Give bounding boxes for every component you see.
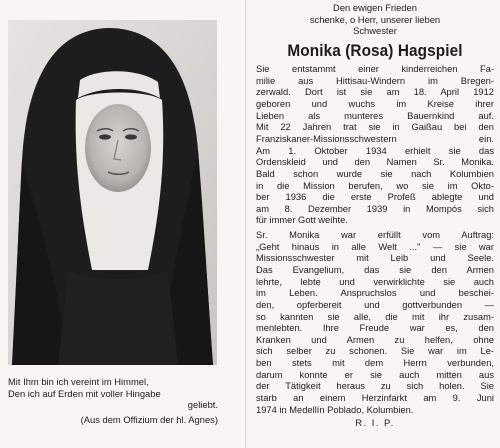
text-line: zerwald. Dort ist sie am 18. April 1912	[256, 87, 494, 98]
biography-paragraph-2	[256, 230, 494, 416]
biography-paragraph-1	[256, 64, 494, 227]
text-line: Sie entstammt einer kinderreichen Fa-	[256, 64, 494, 75]
text-line: sich selber zu schonen. Sie war im Le-	[256, 346, 494, 357]
text-line: Das Evangelium, das sie den Armen	[256, 265, 494, 275]
text-line: so kannten sie alle, die mit ihr zusam-	[256, 311, 494, 322]
text-line: in die Mission berufen, wo sie im Okto-	[256, 180, 494, 191]
text-line: Am 1. Oktober 1934 erhielt sie das	[256, 145, 494, 156]
text-line: am 8. Dezember 1939 in Mompós sich	[256, 203, 494, 214]
quote-line: geliebt.	[187, 399, 218, 411]
rip-text: R. I. P.	[355, 417, 395, 429]
intro-text	[256, 2, 494, 37]
text-line: Ordenskleid und den Namen Sr. Monika.	[256, 157, 494, 168]
text-line: starb an einem Herzinfarkt am 9. Juni	[256, 393, 494, 404]
intro-line: schenke, o Herr, unserer lieben	[309, 13, 441, 25]
text-line: Missionsschwester mit Leib und Seele.	[256, 253, 494, 264]
text-line: Franziskaner-Missionsschwestern ein.	[256, 133, 494, 144]
text-line: im Leben. Anspruchslos und beschei-	[256, 288, 494, 299]
text-line: den, opferbereit und gottverbunden —	[256, 299, 494, 310]
text-line: darum konnte er sie auch mitten aus	[256, 369, 494, 380]
intro-line: Schwester	[353, 25, 397, 37]
text-line: für immer Gott weihte.	[256, 215, 348, 226]
text-line: Mit 22 Jahren trat sie in Gaißau bei den	[256, 122, 494, 133]
text-line: milie aus Hittisau-Windern im Bregen-	[256, 75, 494, 86]
text-line: geboren und wuchs im Kreise ihrer	[256, 99, 494, 110]
intro-line: Den ewigen Frieden	[333, 2, 417, 13]
text-line: der Tätigkeit heraus zu sich holen. Sie	[256, 381, 494, 392]
text-line: menlebten. Ihre Freude war es, den	[256, 323, 494, 334]
text-line: Sr. Monika war erfüllt vom Auftrag:	[256, 230, 494, 241]
text-line: Lieben als munteres Bauernkind auf.	[256, 110, 494, 121]
text-line: lehrte, lebte und verwirklichte sie auch	[256, 276, 494, 287]
text-line: ber 1936 die erste Profeß ablegte und	[256, 192, 494, 203]
obituary-text-panel	[256, 0, 494, 429]
portrait-photo	[8, 20, 217, 365]
text-line: 1974 in Medellín Poblado, Kolumbien.	[256, 404, 414, 415]
text-line: ben stets mit dem Herrn verbunden,	[256, 358, 494, 369]
deceased-name: Monika (Rosa) Hagspiel	[287, 42, 463, 61]
text-line: Kranken und Armen zu helfen, ohne	[256, 334, 494, 345]
quote-line: Mit Ihm bin ich vereint im Himmel,	[8, 376, 149, 387]
quote-caption	[8, 376, 218, 425]
quote-source: (Aus dem Offizium der hl. Agnes)	[80, 413, 218, 425]
quote-line: Den ich auf Erden mit voller Hingabe	[8, 387, 161, 399]
card-fold-line	[245, 0, 246, 448]
text-line: „Geht hinaus in alle Welt ..." — sie war	[256, 241, 494, 252]
text-line: Bald schon wurde sie nach Kolumbien	[256, 168, 494, 179]
